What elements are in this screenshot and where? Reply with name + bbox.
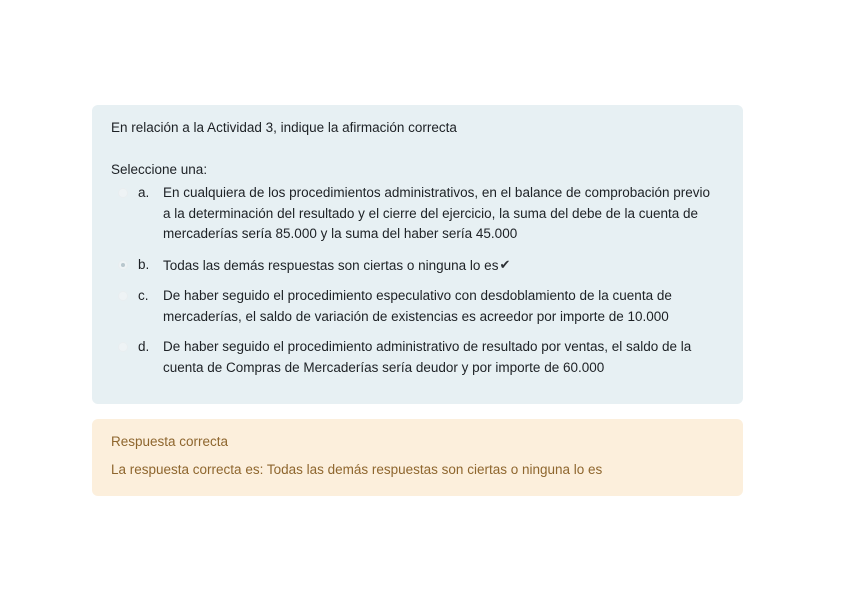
radio-option-b[interactable]	[118, 260, 128, 270]
answer-letter: c.	[138, 288, 149, 303]
answer-list	[111, 183, 723, 378]
answer-text: Todas las demás respuestas son ciertas o ninguna lo es	[163, 257, 499, 273]
answer-option-d[interactable]	[111, 337, 723, 378]
answer-text: De haber seguido el procedimiento administrativo de resultado por ventas, el saldo de la cuenta de Compras de Mercaderías sería deudor y por importe de 60.000	[163, 339, 692, 375]
radio-option-d[interactable]	[118, 342, 128, 352]
answer-text-wrapper	[163, 255, 723, 277]
answer-prompt: Seleccione una:	[111, 162, 208, 177]
question-text: En relación a la Actividad 3, indique la afirmación correcta	[111, 120, 457, 135]
radio-option-c[interactable]	[118, 291, 128, 301]
feedback-title: Respuesta correcta	[111, 434, 229, 449]
radio-option-a[interactable]	[118, 188, 128, 198]
answer-option-a[interactable]	[111, 183, 723, 245]
answer-option-b[interactable]	[111, 255, 723, 277]
answer-option-c[interactable]	[111, 286, 723, 327]
answer-text: De haber seguido el procedimiento especulativo con desdoblamiento de la cuenta de mercaderías, el saldo de variación de existencias es acreedor por importe de 10.000	[163, 288, 672, 324]
correct-answer-text: La respuesta correcta es: Todas las demás respuestas son ciertas o ninguna lo es	[111, 462, 603, 477]
question-box	[92, 105, 743, 404]
answer-letter: b.	[138, 256, 150, 272]
feedback-box	[92, 419, 743, 496]
answer-letter: a.	[138, 185, 150, 200]
answer-letter: d.	[138, 339, 150, 354]
check-icon: ✔	[499, 256, 511, 272]
answer-text: En cualquiera de los procedimientos administrativos, en el balance de comprobación previo a la determinación del resultado y el cierre del ejercicio, la suma del debe de la cuenta de mercaderías sería 85.000 y la suma del haber sería 45.000	[163, 185, 711, 241]
